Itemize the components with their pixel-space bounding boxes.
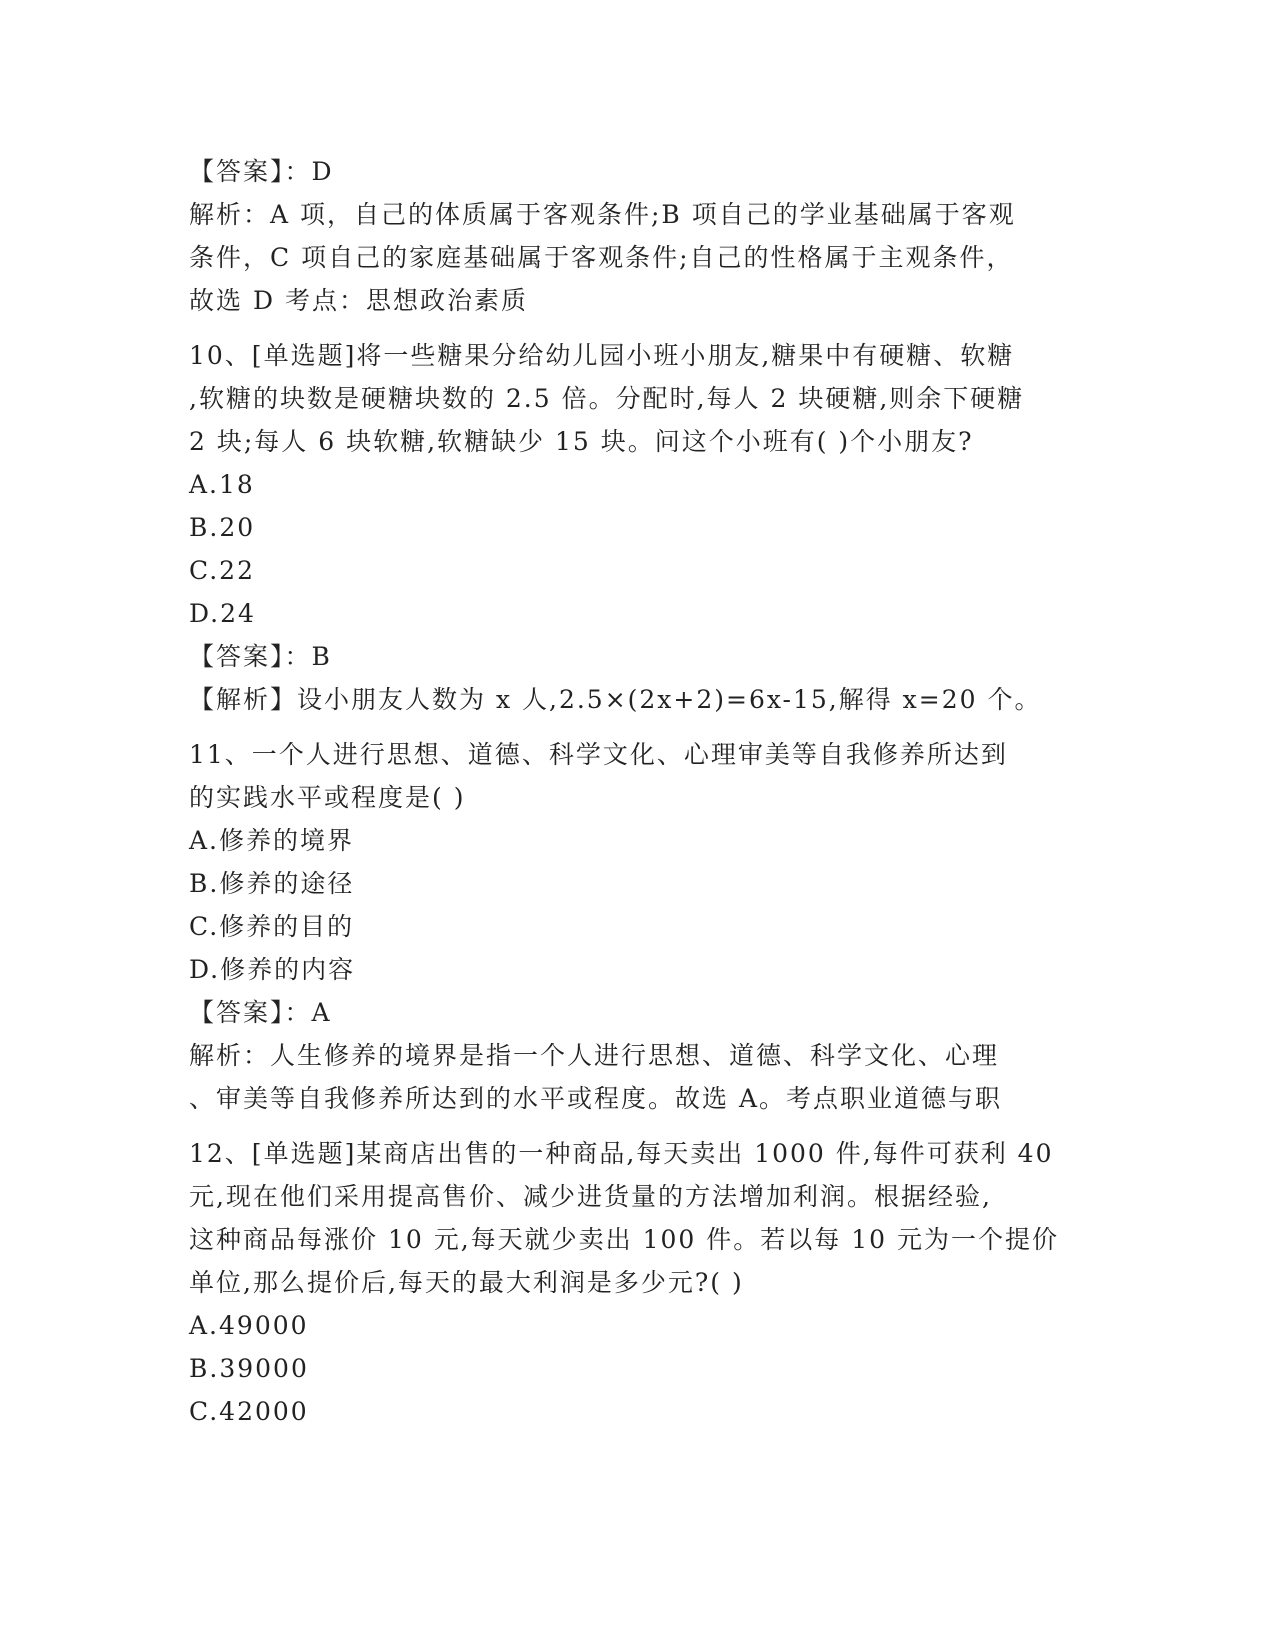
explanation-line: 、审美等自我修养所达到的水平或程度。故选 A。考点职业道德与职 bbox=[189, 1084, 1003, 1113]
block-gap bbox=[189, 721, 1089, 733]
block-gap bbox=[189, 1120, 1089, 1132]
option-a: A.49000 bbox=[189, 1311, 309, 1340]
option-b: B.修养的途径 bbox=[189, 869, 355, 898]
answer-line: 【答案】：A bbox=[189, 998, 332, 1027]
question-text: 单位,那么提价后,每天的最大利润是多少元?( ) bbox=[189, 1268, 744, 1297]
question-block-11 bbox=[189, 733, 1089, 1120]
option-b: B.39000 bbox=[189, 1354, 309, 1383]
option-a: A.18 bbox=[189, 470, 255, 499]
explanation-line: 【解析】设小朋友人数为 x 人,2.5×(2x+2)=6x-15,解得 x=20 个。 bbox=[189, 685, 1042, 714]
explanation-line: 解析：A 项，自己的体质属于客观条件;B 项自己的学业基础属于客观 bbox=[189, 200, 1016, 229]
question-text: 10、[单选题]将一些糖果分给幼儿园小班小朋友,糖果中有硬糖、软糖 bbox=[189, 341, 1015, 370]
question-block-12 bbox=[189, 1132, 1089, 1433]
question-text: 2 块;每人 6 块软糖,软糖缺少 15 块。问这个小班有( )个小朋友? bbox=[189, 427, 974, 456]
question-text: 的实践水平或程度是( ) bbox=[189, 783, 466, 812]
explanation-line: 条件，C 项自己的家庭基础属于客观条件;自己的性格属于主观条件， bbox=[189, 243, 1014, 272]
option-a: A.修养的境界 bbox=[189, 826, 355, 855]
block-gap bbox=[189, 322, 1089, 334]
question-block-10 bbox=[189, 334, 1089, 721]
question-text: 元,现在他们采用提高售价、减少进货量的方法增加利润。根据经验, bbox=[189, 1182, 992, 1211]
question-text: 12、[单选题]某商店出售的一种商品,每天卖出 1000 件,每件可获利 40 bbox=[189, 1139, 1054, 1168]
option-b: B.20 bbox=[189, 513, 256, 542]
answer-block-q9 bbox=[189, 150, 1089, 322]
explanation-line: 故选 D 考点：思想政治素质 bbox=[189, 286, 528, 315]
option-c: C.22 bbox=[189, 556, 255, 585]
answer-line: 【答案】：D bbox=[189, 157, 334, 186]
question-text: 11、一个人进行思想、道德、科学文化、心理审美等自我修养所达到 bbox=[189, 740, 1008, 769]
option-c: C.修养的目的 bbox=[189, 912, 355, 941]
option-d: D.修养的内容 bbox=[189, 955, 356, 984]
explanation-line: 解析：人生修养的境界是指一个人进行思想、道德、科学文化、心理 bbox=[189, 1041, 1000, 1070]
question-text: ,软糖的块数是硬糖块数的 2.5 倍。分配时,每人 2 块硬糖,则余下硬糖 bbox=[189, 384, 1025, 413]
question-text: 这种商品每涨价 10 元,每天就少卖出 100 件。若以每 10 元为一个提价 bbox=[189, 1225, 1059, 1254]
document-content bbox=[189, 150, 1089, 1433]
option-c: C.42000 bbox=[189, 1397, 309, 1426]
option-d: D.24 bbox=[189, 599, 256, 628]
answer-line: 【答案】：B bbox=[189, 642, 332, 671]
